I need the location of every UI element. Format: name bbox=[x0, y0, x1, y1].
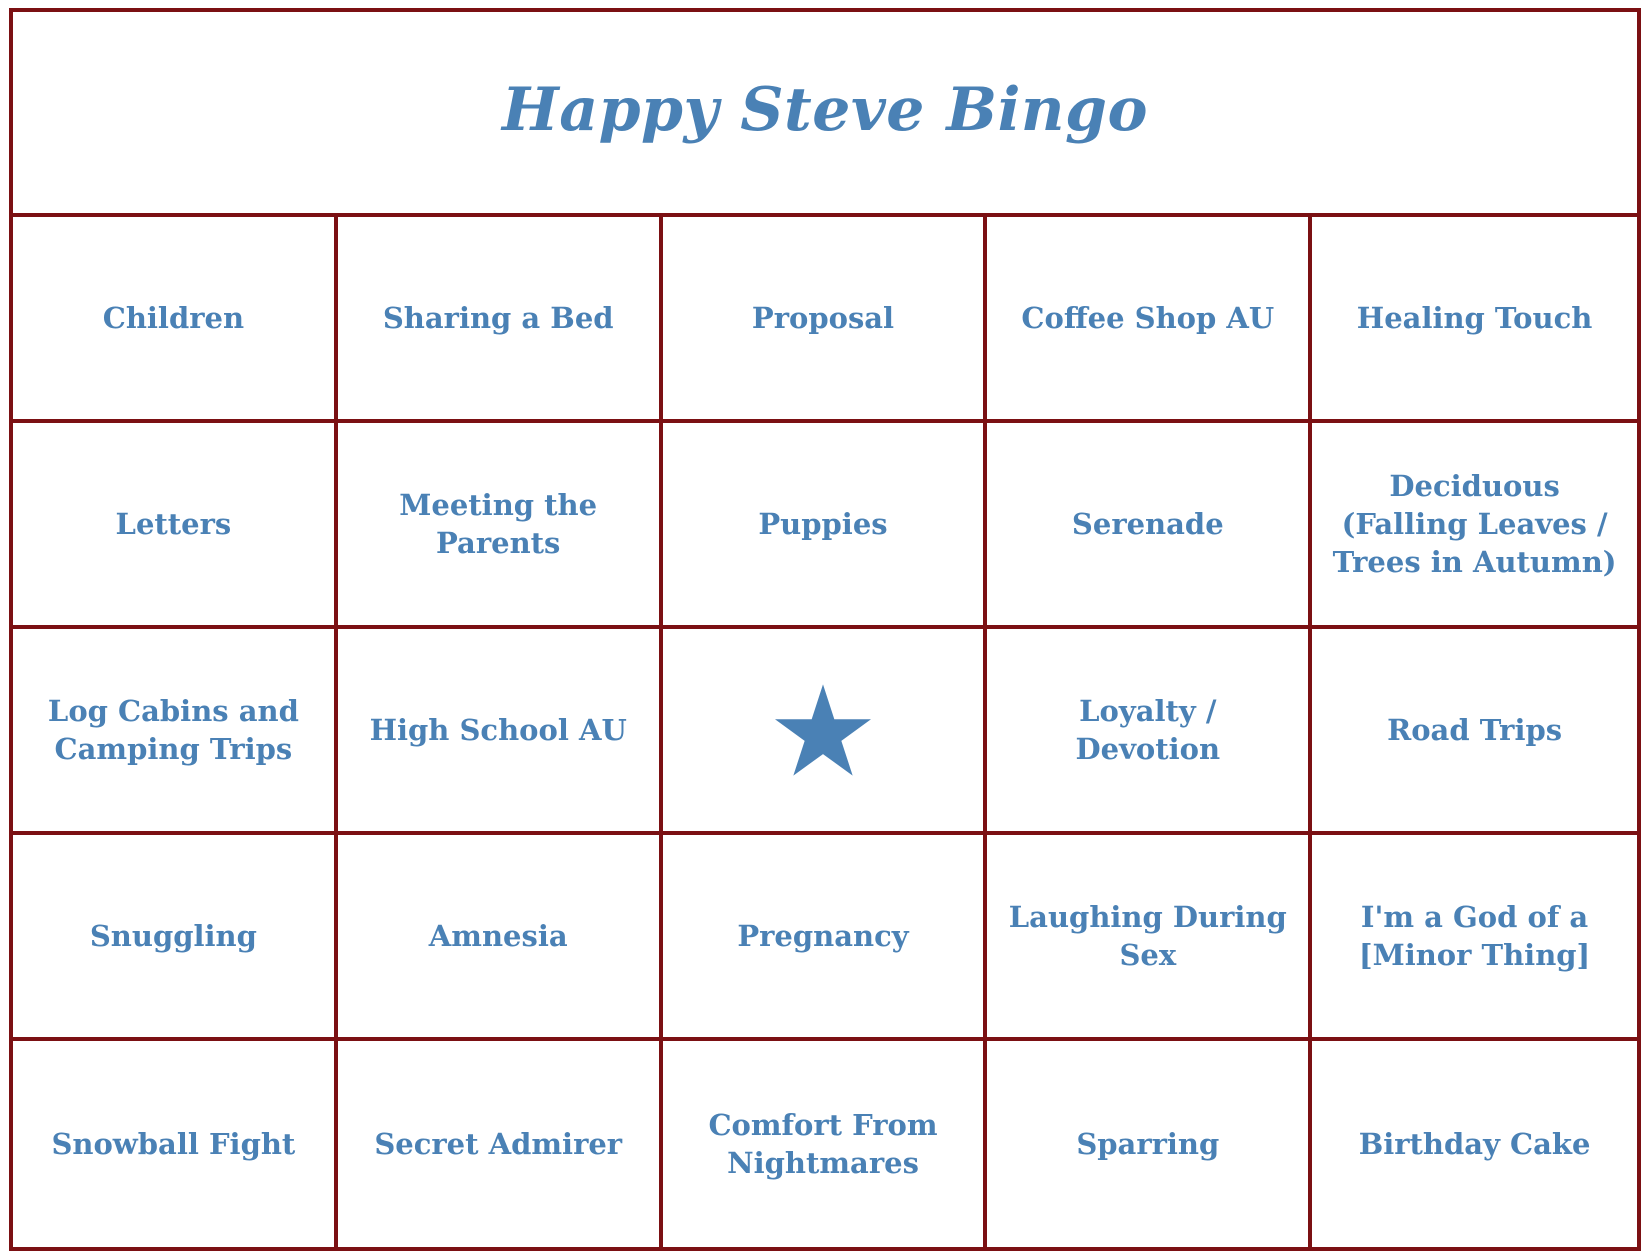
bingo-cell[interactable]: Comfort From Nightmares bbox=[663, 1041, 988, 1247]
bingo-cell[interactable]: Secret Admirer bbox=[338, 1041, 663, 1247]
page-title: Happy Steve Bingo bbox=[502, 74, 1148, 145]
bingo-card bbox=[9, 8, 1641, 1251]
bingo-cell[interactable]: Meeting the Parents bbox=[338, 423, 663, 629]
bingo-cell[interactable]: Coffee Shop AU bbox=[987, 217, 1312, 423]
bingo-cell[interactable]: Deciduous (Falling Leaves / Trees in Autumn) bbox=[1312, 423, 1637, 629]
bingo-cell[interactable]: High School AU bbox=[338, 629, 663, 835]
bingo-cell[interactable]: Children bbox=[13, 217, 338, 423]
bingo-cell[interactable]: Letters bbox=[13, 423, 338, 629]
bingo-cell[interactable]: Sharing a Bed bbox=[338, 217, 663, 423]
bingo-cell[interactable]: Serenade bbox=[987, 423, 1312, 629]
bingo-cell[interactable]: Log Cabins and Camping Trips bbox=[13, 629, 338, 835]
star-icon bbox=[775, 684, 871, 776]
bingo-cell[interactable]: Proposal bbox=[663, 217, 988, 423]
bingo-cell[interactable]: Snowball Fight bbox=[13, 1041, 338, 1247]
free-space-cell[interactable] bbox=[663, 629, 988, 835]
bingo-cell[interactable]: Loyalty / Devotion bbox=[987, 629, 1312, 835]
bingo-cell[interactable]: Birthday Cake bbox=[1358, 1127, 1591, 1161]
bingo-cell[interactable]: Sparring bbox=[987, 1041, 1312, 1247]
title-row bbox=[13, 12, 1637, 217]
bingo-cell[interactable]: Pregnancy bbox=[663, 835, 988, 1041]
bingo-cell[interactable]: Laughing During Sex bbox=[987, 835, 1312, 1041]
bingo-cell[interactable]: Healing Touch bbox=[1312, 217, 1637, 423]
bingo-cell[interactable]: Snuggling bbox=[13, 835, 338, 1041]
bingo-cell[interactable]: I'm a God of a [Minor Thing] bbox=[1312, 835, 1637, 1041]
bingo-cell[interactable]: Road Trips bbox=[1312, 629, 1637, 835]
bingo-grid bbox=[13, 217, 1637, 1247]
bingo-cell[interactable]: Amnesia bbox=[338, 835, 663, 1041]
bingo-cell[interactable]: Puppies bbox=[663, 423, 988, 629]
